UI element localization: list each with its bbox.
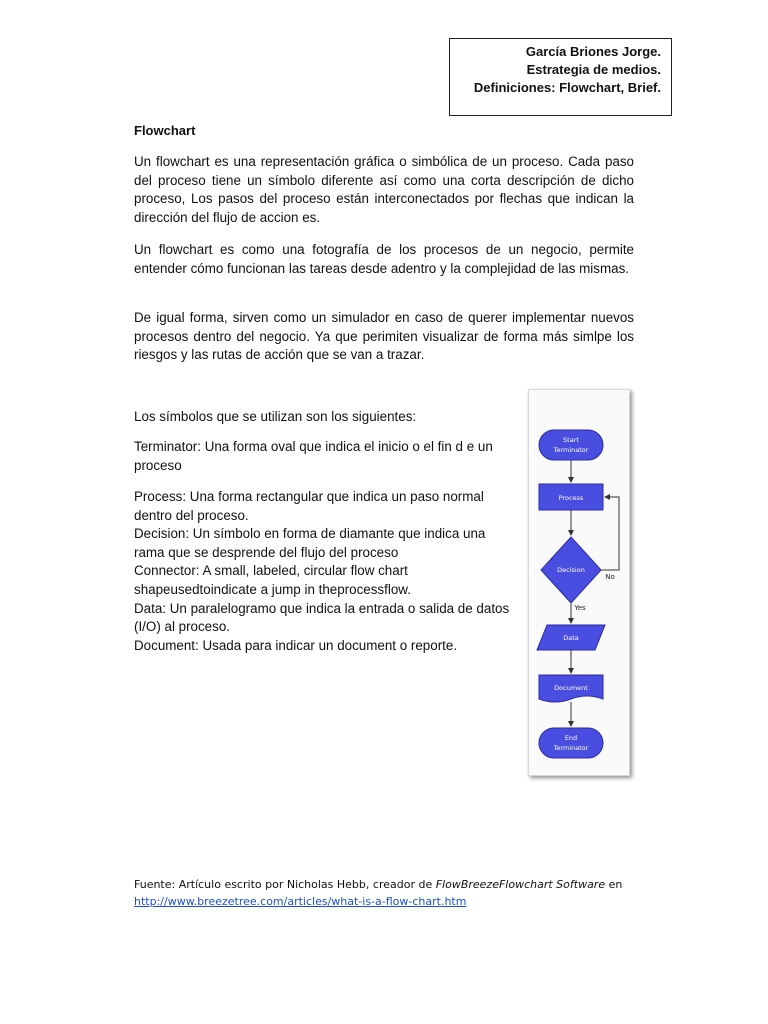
start-terminator-label-2: Terminator xyxy=(553,446,589,454)
symbol-terminator-text: Terminator: Una forma oval que indica el inicio o el fin d e un proceso xyxy=(134,439,493,473)
start-terminator-shape xyxy=(539,430,603,460)
symbol-process-text: Process: Una forma rectangular que indica un paso normal dentro del proceso. xyxy=(134,489,484,523)
symbol-document-text: Document: Usada para indicar un document o reporte. xyxy=(134,637,458,653)
yes-label: Yes xyxy=(574,604,586,612)
section-title: Flowchart xyxy=(134,123,196,138)
document-subject: Definiciones: Flowchart, Brief. xyxy=(473,80,661,95)
paragraph-definition: Un flowchart es una representación gráfica o simbólica de un proceso. Cada paso del proceso tiene un símbolo diferente así como una corta descripción de dicho proceso, Los pasos del proceso están interconectados por flechas que indican la dirección del flujo de accion es. xyxy=(134,154,634,225)
arrow-no-loop xyxy=(601,497,619,570)
symbol-data-text: Data: Un paralelogramo que indica la entrada o salida de datos (I/O) al proceso. xyxy=(134,600,510,635)
end-terminator-shape xyxy=(539,728,603,758)
data-label: Data xyxy=(563,634,579,642)
symbol-connector-text: Connector: A small, labeled, circular flow chart shapeusedtoindicate a jump in theprocessflow. xyxy=(134,563,411,597)
header-box xyxy=(449,38,672,116)
decision-label: Decision xyxy=(557,566,585,574)
document-label: Document xyxy=(554,684,588,692)
software-name: FlowBreezeFlowchart Software xyxy=(435,878,606,891)
source-prefix: Fuente: Artículo escrito por Nicholas Hebb, creador de xyxy=(134,878,436,891)
end-terminator-label-2: Terminator xyxy=(553,744,589,752)
paragraph-simulator: De igual forma, sirven como un simulador en caso de querer implementar nuevos procesos dentro del negocio. Ya que perimiten visualizar de forma más simlpe los riesgos y las rutas de acción que se van a trazar. xyxy=(134,310,634,362)
symbols-intro: Los símbolos que se utilizan son los siguientes: xyxy=(134,409,417,424)
source-footnote xyxy=(134,876,634,910)
flowchart-figure xyxy=(528,389,630,776)
flowchart-diagram xyxy=(529,390,629,775)
source-suffix: en xyxy=(605,878,623,891)
author-name: García Briones Jorge. xyxy=(525,44,661,59)
paragraph-photograph: Un flowchart es como una fotografía de los procesos de un negocio, permite entender cómo funcionan las tareas desde adentro y la complejidad de las mismas. xyxy=(134,242,634,276)
symbols-list xyxy=(134,488,519,655)
no-label: No xyxy=(605,573,615,581)
process-label: Process xyxy=(558,494,584,502)
source-link[interactable]: http://www.breezetree.com/articles/what-is-a-flow-chart.htm xyxy=(134,895,467,908)
course-name: Estrategia de medios. xyxy=(526,62,661,77)
end-terminator-label-1: End xyxy=(564,734,578,742)
start-terminator-label-1: Start xyxy=(563,436,579,444)
symbol-decision-text: Decision: Un símbolo en forma de diamante que indica una rama que se desprende del flujo del proceso xyxy=(134,526,486,560)
